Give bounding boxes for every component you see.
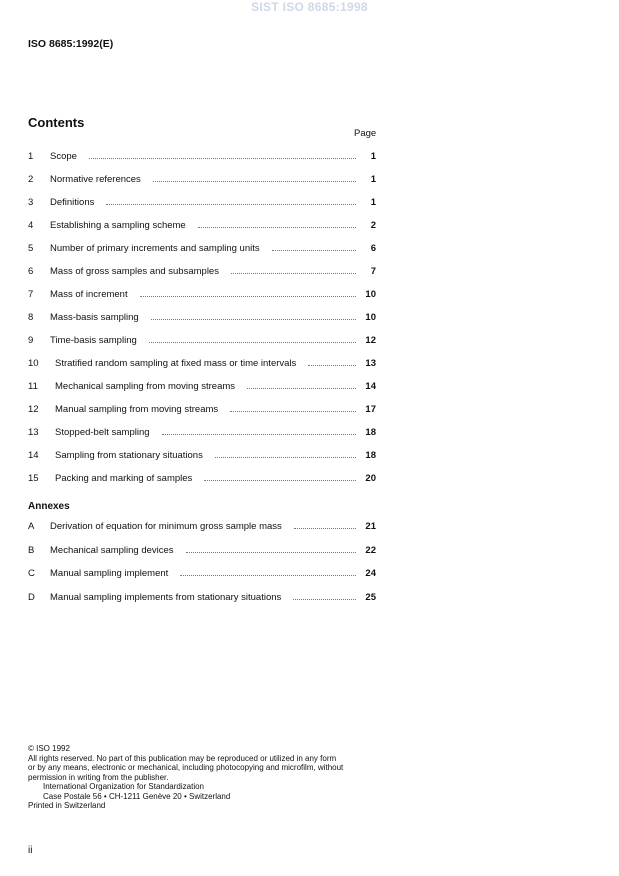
annex-entry	[28, 592, 376, 605]
entry-title: Number of primary increments and sampling units	[50, 243, 260, 254]
entry-page: 10	[365, 289, 376, 300]
dot-leader	[186, 552, 356, 553]
entry-title: Manual sampling from moving streams	[55, 404, 219, 415]
entry-number: C	[28, 568, 35, 579]
copyright-text: All rights reserved. No part of this publication may be reproduced or utilized in any form	[28, 753, 337, 763]
entry-page: 22	[365, 544, 376, 556]
organization-name: International Organization for Standardization	[43, 782, 204, 791]
entry-page: 24	[365, 568, 376, 579]
entry-number: D	[28, 591, 35, 603]
copyright-notice	[28, 744, 378, 811]
dot-leader	[215, 457, 356, 458]
toc-entry	[28, 381, 376, 394]
dot-leader	[153, 181, 356, 182]
entry-title: Manual sampling implement	[50, 568, 169, 579]
entry-page: 6	[370, 243, 376, 254]
entry-title: Mass-basis sampling	[50, 312, 139, 323]
copyright-line: © ISO 1992	[28, 744, 70, 753]
entry-number: 13	[28, 427, 39, 438]
entry-title: Definitions	[50, 197, 95, 208]
entry-number: 15	[28, 473, 39, 484]
entry-number: 14	[28, 450, 39, 461]
entry-number: 2	[28, 174, 34, 185]
toc-entry	[28, 450, 376, 463]
dot-leader	[272, 250, 356, 251]
entry-page: 14	[365, 381, 376, 392]
entry-number: A	[28, 521, 35, 532]
entry-number: 3	[28, 197, 34, 208]
entry-title: Mechanical sampling devices	[50, 544, 174, 556]
entry-page: 20	[365, 473, 376, 484]
entry-page: 2	[370, 220, 376, 231]
entry-number: 5	[28, 243, 34, 254]
dot-leader	[149, 342, 356, 343]
entry-page: 12	[365, 335, 376, 346]
entry-title: Time-basis sampling	[50, 335, 137, 346]
entry-page: 1	[370, 151, 376, 162]
copyright-text: or by any means, electronic or mechanical, including photocopying and microfilm, without	[28, 763, 344, 772]
entry-title: Normative references	[50, 174, 141, 185]
entry-page: 7	[370, 266, 376, 277]
toc-entry	[28, 289, 376, 302]
entry-number: 11	[28, 381, 38, 392]
watermark: SIST ISO 8685:1998	[251, 0, 368, 14]
entry-page: 1	[370, 174, 376, 185]
annexes-heading: Annexes	[28, 501, 70, 512]
printed-in: Printed in Switzerland	[28, 801, 106, 810]
entry-title: Mass of gross samples and subsamples	[50, 266, 219, 277]
entry-page: 18	[365, 427, 376, 438]
dot-leader	[140, 296, 356, 297]
entry-number: 12	[28, 404, 39, 415]
dot-leader	[293, 599, 356, 600]
dot-leader	[198, 227, 356, 228]
entry-title: Mass of increment	[50, 289, 128, 300]
entry-number: 10	[28, 358, 39, 369]
entry-number: 4	[28, 220, 34, 231]
annex-entry	[28, 521, 376, 534]
entry-page: 18	[365, 450, 376, 461]
dot-leader	[247, 388, 356, 389]
toc-entry	[28, 312, 376, 325]
entry-title: Scope	[50, 151, 77, 162]
entry-title: Stopped-belt sampling	[55, 427, 150, 438]
toc-entry	[28, 243, 376, 256]
toc-entry	[28, 151, 376, 164]
entry-title: Sampling from stationary situations	[55, 450, 203, 461]
entry-page: 25	[365, 591, 376, 603]
entry-page: 21	[365, 521, 376, 532]
dot-leader	[151, 319, 356, 320]
entry-title: Mechanical sampling from moving streams	[55, 381, 236, 392]
entry-title: Packing and marking of samples	[55, 473, 193, 484]
toc-entry	[28, 197, 376, 210]
entry-page: 17	[365, 404, 376, 415]
toc-entry	[28, 335, 376, 348]
entry-title: Derivation of equation for minimum gross sample mass	[50, 521, 282, 532]
entry-title: Manual sampling implements from stationary situations	[50, 591, 282, 603]
contents-heading: Contents	[28, 115, 85, 130]
toc-entry	[28, 473, 376, 486]
toc-entry	[28, 266, 376, 279]
dot-leader	[180, 575, 356, 576]
dot-leader	[294, 528, 356, 529]
dot-leader	[89, 158, 356, 159]
entry-page: 1	[370, 197, 376, 208]
entry-number: 7	[28, 289, 34, 300]
toc-entry	[28, 358, 376, 371]
toc-entry	[28, 427, 376, 440]
organization-address: Case Postale 56 • CH-1211 Genève 20 • Switzerland	[43, 791, 231, 801]
entry-title: Establishing a sampling scheme	[50, 220, 186, 231]
page-number: ii	[28, 845, 33, 856]
entry-title: Stratified random sampling at fixed mass or time intervals	[55, 358, 297, 369]
dot-leader	[162, 434, 356, 435]
toc-entry	[28, 220, 376, 233]
entry-number: 8	[28, 312, 34, 323]
entry-page: 10	[365, 312, 376, 323]
entry-page: 13	[365, 358, 376, 369]
dot-leader	[231, 273, 356, 274]
dot-leader	[308, 365, 356, 366]
standard-id: ISO 8685:1992(E)	[28, 38, 114, 50]
page-column-label: Page	[354, 128, 377, 139]
entry-number: B	[28, 544, 35, 556]
entry-number: 1	[28, 151, 34, 162]
annex-entry	[28, 568, 376, 581]
entry-number: 9	[28, 335, 34, 346]
copyright-text: permission in writing from the publisher.	[28, 772, 169, 782]
entry-number: 6	[28, 266, 34, 277]
annex-entry	[28, 545, 376, 558]
toc-entry	[28, 174, 376, 187]
dot-leader	[230, 411, 356, 412]
toc-entry	[28, 404, 376, 417]
dot-leader	[106, 204, 356, 205]
dot-leader	[204, 480, 356, 481]
